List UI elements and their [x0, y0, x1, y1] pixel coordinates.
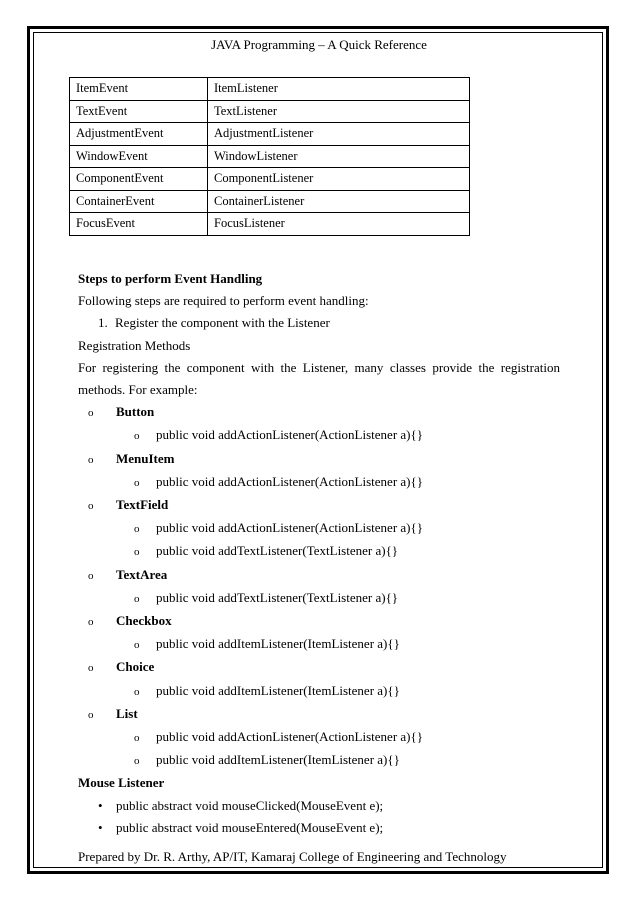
component-item — [78, 448, 560, 471]
step-number: 1. — [98, 315, 108, 331]
table-row — [70, 190, 470, 213]
listener-cell: AdjustmentListener — [208, 123, 470, 146]
method-item — [78, 587, 560, 610]
hollow-bullet-icon: o — [88, 616, 94, 629]
method-item — [78, 749, 560, 772]
hollow-bullet-icon: o — [134, 592, 140, 605]
hollow-bullet-icon: o — [88, 500, 94, 513]
method-signature: public void addActionListener(ActionListener a){} — [156, 473, 423, 489]
event-cell: WindowEvent — [70, 145, 208, 168]
component-item — [78, 610, 560, 633]
bullet-dot-icon: • — [98, 797, 103, 813]
hollow-bullet-icon: o — [88, 407, 94, 420]
hollow-bullet-icon: o — [88, 662, 94, 675]
method-item — [78, 471, 560, 494]
method-item — [78, 540, 560, 563]
section-heading: Mouse Listener — [78, 775, 165, 791]
component-item — [78, 564, 560, 587]
method-signature: public void addItemListener(ItemListener a){} — [156, 636, 400, 652]
table-row — [70, 213, 470, 236]
method-item — [78, 795, 560, 817]
component-name: TextField — [116, 497, 169, 513]
component-name: Checkbox — [116, 613, 172, 629]
registration-paragraph-line: methods. For example: — [78, 382, 198, 398]
method-signature: public abstract void mouseEntered(MouseEvent e); — [116, 819, 384, 835]
event-cell: AdjustmentEvent — [70, 123, 208, 146]
numbered-step — [78, 312, 560, 334]
hollow-bullet-icon: o — [134, 546, 140, 559]
table-row — [70, 168, 470, 191]
method-item — [78, 517, 560, 540]
method-signature: public abstract void mouseClicked(MouseEvent e); — [116, 797, 384, 813]
component-item — [78, 401, 560, 424]
subsection-title: Registration Methods — [78, 337, 191, 353]
hollow-bullet-icon: o — [134, 523, 140, 536]
listener-cell: FocusListener — [208, 213, 470, 236]
method-item — [78, 817, 560, 839]
page-footer: Prepared by Dr. R. Arthy, AP/IT, Kamaraj College of Engineering and Technology — [78, 849, 507, 864]
event-cell: TextEvent — [70, 100, 208, 123]
method-signature: public void addActionListener(ActionListener a){} — [156, 520, 423, 536]
method-signature: public void addActionListener(ActionListener a){} — [156, 729, 423, 745]
listener-cell: TextListener — [208, 100, 470, 123]
hollow-bullet-icon: o — [88, 569, 94, 582]
main-content — [78, 268, 560, 839]
hollow-bullet-icon: o — [88, 453, 94, 466]
method-item — [78, 424, 560, 447]
event-cell: ContainerEvent — [70, 190, 208, 213]
listener-cell: ComponentListener — [208, 168, 470, 191]
hollow-bullet-icon: o — [134, 685, 140, 698]
method-item — [78, 680, 560, 703]
hollow-bullet-icon: o — [134, 755, 140, 768]
step-text: Register the component with the Listener — [115, 315, 330, 331]
component-item — [78, 656, 560, 679]
event-cell: ItemEvent — [70, 78, 208, 101]
listener-cell: WindowListener — [208, 145, 470, 168]
event-listener-table — [69, 77, 470, 236]
hollow-bullet-icon: o — [134, 430, 140, 443]
table-row — [70, 123, 470, 146]
listener-cell: ItemListener — [208, 78, 470, 101]
table-row — [70, 100, 470, 123]
method-signature: public void addItemListener(ItemListener a){} — [156, 682, 400, 698]
component-item — [78, 703, 560, 726]
hollow-bullet-icon: o — [134, 639, 140, 652]
component-item — [78, 494, 560, 517]
event-cell: ComponentEvent — [70, 168, 208, 191]
table-row — [70, 78, 470, 101]
method-signature: public void addTextListener(TextListener a){} — [156, 543, 399, 559]
component-name: List — [116, 705, 138, 721]
event-cell: FocusEvent — [70, 213, 208, 236]
method-item — [78, 633, 560, 656]
component-name: TextArea — [116, 566, 168, 582]
method-signature: public void addTextListener(TextListener a){} — [156, 589, 399, 605]
registration-paragraph-line: For registering the component with the Listener, many classes provide the registration — [78, 359, 560, 375]
method-item — [78, 726, 560, 749]
bullet-dot-icon: • — [98, 819, 103, 835]
method-signature: public void addItemListener(ItemListener a){} — [156, 752, 400, 768]
hollow-bullet-icon: o — [88, 708, 94, 721]
method-signature: public void addActionListener(ActionListener a){} — [156, 427, 423, 443]
component-name: Choice — [116, 659, 155, 675]
page-header-title: JAVA Programming – A Quick Reference — [211, 37, 427, 52]
section-heading: Steps to perform Event Handling — [78, 271, 263, 286]
listener-cell: ContainerListener — [208, 190, 470, 213]
hollow-bullet-icon: o — [134, 476, 140, 489]
component-name: Button — [116, 404, 155, 420]
intro-text: Following steps are required to perform event handling: — [78, 293, 369, 309]
hollow-bullet-icon: o — [134, 732, 140, 745]
table-row — [70, 145, 470, 168]
component-name: MenuItem — [116, 450, 175, 466]
